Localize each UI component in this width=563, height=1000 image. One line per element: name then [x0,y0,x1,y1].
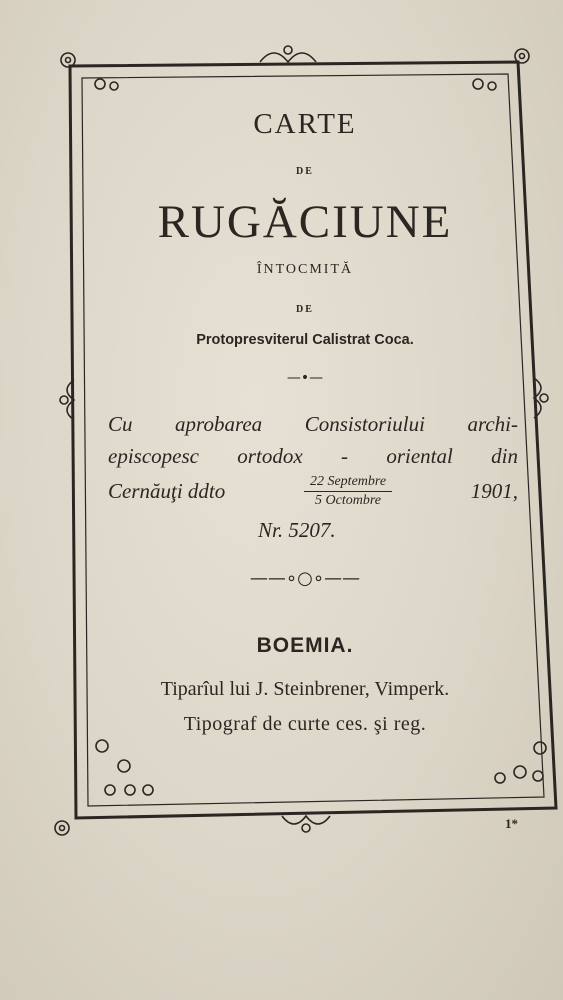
approval-place-date: Cernăuţi ddto [108,479,226,503]
ornament-divider-2: ——∘○∘—— [249,568,361,589]
author-line: Protopresviterul Calistrat Coca. [196,332,414,348]
title-de-1: DE [296,166,314,177]
title-rugaciune: RUGĂCIUNE [157,196,453,248]
signature-mark: 1* [505,816,518,831]
approval-line-1: Cu aprobarea Consistoriului archi- [108,412,518,436]
printer-line-2: Tipograf de curte ces. şi reg. [183,713,427,735]
title-carte: CARTE [253,108,357,140]
date-old-style: 22 Septembre [304,474,392,492]
approval-line-3 [108,470,518,512]
approval-line-2: episcopesc ortodox - oriental din [108,444,518,468]
place-name: BOEMIA. [256,634,354,657]
title-de-2: DE [296,304,314,315]
date-fraction [304,474,392,509]
approval-year: 1901, [470,479,518,503]
date-new-style: 5 Octombre [315,492,381,508]
title-intocmita: ÎNTOCMITĂ [256,262,354,277]
approval-number: Nr. 5207. [258,518,336,542]
printer-line-1: Tiparîul lui J. Steinbrener, Vimperk. [160,678,450,700]
ornament-divider-1: —•— [286,370,324,386]
